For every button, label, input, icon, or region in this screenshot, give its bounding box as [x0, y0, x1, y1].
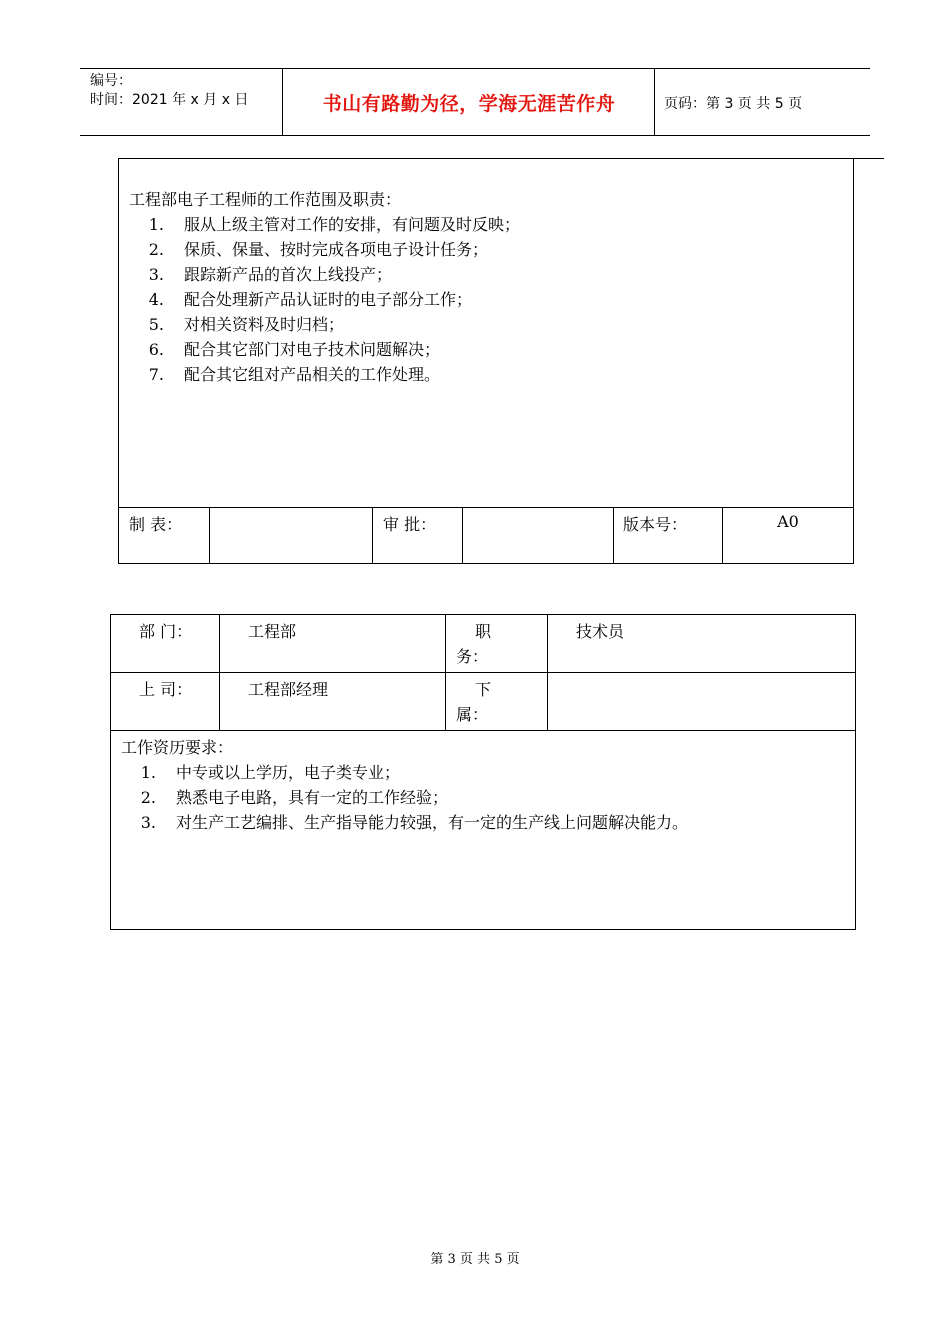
list-item [121, 785, 688, 810]
list-item-text: 跟踪新产品的首次上线投产； [184, 265, 393, 284]
list-item-number: 2. [140, 788, 156, 807]
list-item-text: 中专或以上学历，电子类专业； [176, 763, 401, 782]
department-label: 部 门： [139, 622, 193, 641]
department-value: 工程部 [219, 615, 445, 672]
list-item-text: 熟悉电子电路，具有一定的工作经验； [176, 788, 449, 807]
list-item [129, 287, 520, 312]
document-date: 时间：2021 年 x 月 x 日 [90, 92, 249, 108]
document-number-label: 编号： [90, 73, 132, 89]
responsibilities-content [129, 187, 520, 387]
list-item-number: 4. [148, 290, 164, 309]
list-item [121, 810, 688, 835]
list-item-number: 7. [148, 365, 164, 384]
position-label-line1: 职 [475, 622, 492, 641]
list-item-text: 对相关资料及时归档； [184, 315, 345, 334]
subordinate-label-line1: 下 [475, 680, 492, 699]
supervisor-value: 工程部经理 [219, 673, 445, 730]
requirements-heading: 工作资历要求： [121, 738, 234, 757]
responsibilities-table [118, 158, 854, 564]
list-item [129, 337, 520, 362]
position-label-line2: 务： [456, 647, 489, 666]
list-item [129, 362, 520, 387]
list-item-number: 1. [148, 215, 164, 234]
subordinate-value [547, 673, 855, 730]
page-footer: 第 3 页 共 5 页 [430, 1252, 520, 1267]
maker-value [209, 508, 372, 564]
approver-label: 审 批： [372, 508, 462, 564]
list-item-number: 5. [148, 315, 164, 334]
version-label: 版本号： [613, 508, 722, 564]
table-corner-rule [854, 158, 884, 159]
list-item-text: 对生产工艺编排、生产指导能力较强，有一定的生产线上问题解决能力。 [176, 813, 689, 832]
position-value: 技术员 [547, 615, 855, 672]
list-item [129, 312, 520, 337]
list-item-text: 配合处理新产品认证时的电子部分工作； [184, 290, 473, 309]
responsibilities-list [129, 212, 520, 387]
list-item-text: 配合其它部门对电子技术问题解决； [184, 340, 441, 359]
maker-label: 制 表： [129, 515, 183, 534]
list-item [129, 262, 520, 287]
list-item [129, 212, 520, 237]
list-item-number: 2. [148, 240, 164, 259]
list-item [129, 237, 520, 262]
list-item [121, 760, 688, 785]
list-item-text: 保质、保量、按时完成各项电子设计任务； [184, 240, 489, 259]
position-label [445, 615, 547, 672]
list-item-number: 3. [140, 813, 156, 832]
responsibilities-heading: 工程部电子工程师的工作范围及职责： [129, 190, 402, 209]
list-item-number: 3. [148, 265, 164, 284]
header-meta [90, 72, 248, 110]
approval-row [119, 507, 853, 564]
supervisor-label: 上 司： [139, 680, 193, 699]
table-row [111, 615, 855, 673]
list-item-number: 6. [148, 340, 164, 359]
list-item-text: 配合其它组对产品相关的工作处理。 [184, 365, 441, 384]
requirements-list [121, 760, 688, 835]
header-motto: 书山有路勤为径，学海无涯苦作舟 [322, 92, 616, 115]
subordinate-label-line2: 属： [456, 705, 489, 724]
version-value: A0 [722, 508, 853, 564]
approver-value [462, 508, 613, 564]
list-item-text: 服从上级主管对工作的安排，有问题及时反映； [184, 215, 521, 234]
list-item-number: 1. [140, 763, 156, 782]
table-row [111, 673, 855, 731]
subordinate-label [445, 673, 547, 730]
page-indicator: 页码：第 3 页 共 5 页 [664, 96, 803, 112]
requirements-content [121, 735, 688, 835]
position-table [110, 614, 856, 930]
